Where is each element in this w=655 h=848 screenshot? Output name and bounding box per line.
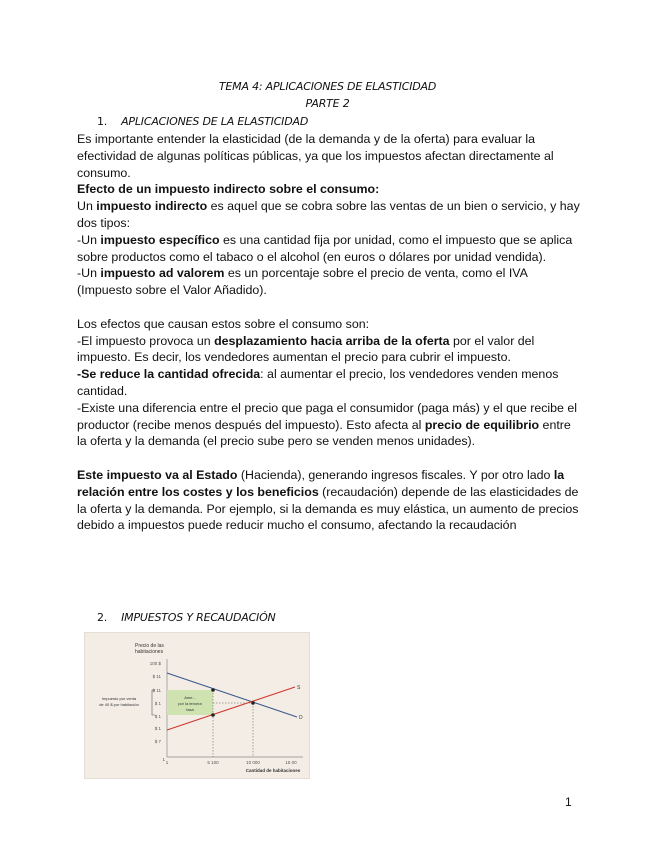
demand-label: D [299, 715, 303, 721]
effect-item-1 [77, 333, 581, 367]
y-axis-label-2: habitaciones [135, 649, 164, 655]
x-tick: 1 [165, 760, 169, 765]
bold-run: precio de equilibrio [424, 417, 540, 432]
text-run: es un porcentaje sobre el precio de venta, como el IVA (Impuesto sobre el Valor Añadido). [77, 266, 528, 298]
text-run: (recaudación) depende de las elasticidades de la oferta y la demanda. Por ejemplo, si la demanda es muy elástica, un aumento de precios debido a impuestos puede reducir mucho el consumo, afectando la recaudación [77, 484, 579, 533]
text-run: entre la oferta y la demanda (el precio sube pero se venden menos unidades). [77, 417, 571, 449]
section-number: 2. [97, 611, 108, 624]
bold-run: impuesto ad valorem [100, 266, 225, 281]
y-axis-label-1: Precio de las [135, 643, 164, 649]
section-number: 1. [97, 115, 108, 128]
y-tick: $ 11 [152, 688, 161, 693]
x-tick: 15 00 [285, 760, 297, 765]
section-heading-2 [97, 611, 276, 624]
page-number: 1 [565, 795, 572, 809]
document-body [77, 131, 581, 534]
text-run: -El impuesto provoca un [77, 333, 215, 348]
bold-run: Este impuesto va al Estado [77, 467, 238, 482]
bold-run: desplazamiento hacia arriba de la oferta [214, 333, 450, 348]
y-tick: $ 11 [152, 674, 161, 679]
consumer-price-point [211, 688, 215, 692]
text-run: : al aumentar el precio, los vendedores venden menos cantidad. [77, 367, 559, 398]
box-label-3: tasa [186, 707, 194, 712]
specific-tax-paragraph [77, 232, 581, 266]
section-heading-1 [97, 115, 308, 128]
x-axis-label: Cantidad de habitaciones [245, 768, 301, 773]
text-run: -Un [77, 232, 101, 247]
text-run: -Un [77, 266, 101, 281]
y-tick: $ 1 [154, 726, 161, 731]
text-run: por el valor del impuesto. Es decir, los vendedores aumentan el precio para cubrir el impuesto. [77, 333, 535, 365]
effect-heading-text: Efecto de un impuesto indirecto sobre el consumo: [77, 182, 380, 197]
bold-run: impuesto específico [100, 232, 220, 247]
text-run: es aquel que se cobra sobre las ventas de un bien o servicio, y hay dos tipos: [77, 199, 580, 230]
text-run: Un [77, 199, 97, 214]
effect-heading [77, 181, 581, 198]
indirect-tax-paragraph [77, 198, 581, 232]
tax-chart [85, 633, 309, 778]
bracket-label-2: de 40 $ por habitación [99, 702, 139, 707]
effects-intro: Los efectos que causan estos sobre el consumo son: [77, 316, 370, 331]
document-subtitle: PARTE 2 [305, 97, 350, 110]
section-title: APLICACIONES DE LA ELASTICIDAD [121, 115, 309, 128]
text-run: -Existe una diferencia entre el precio que paga el consumidor (paga más) y el que recibe el productor (recibe menos después del impuesto). Esto afecta al [77, 400, 578, 432]
box-label-2: por la tercera [178, 701, 202, 706]
text-run: es una cantidad fija por unidad, como el impuesto que se aplica sobre productos como el tabaco o el alcohol (en euros o dólares por unidad vendida). [77, 232, 573, 264]
equilibrium-point [251, 701, 255, 705]
bold-run: -Se reduce la cantidad ofrecida [77, 367, 261, 382]
x-tick: 10 000 [246, 760, 260, 765]
text-run: (Hacienda), generando ingresos fiscales. Y por otro lado [237, 467, 554, 482]
bold-run: la relación entre los costes y los beneficios [77, 467, 565, 499]
y-tick: $ 7 [154, 739, 161, 744]
effect-item-2 [77, 366, 581, 400]
tax-chart-figure [84, 632, 310, 779]
y-tick: 100 $ [149, 661, 161, 666]
y-tick: $ 1 [154, 701, 161, 706]
state-paragraph [77, 467, 581, 534]
effect-item-3 [77, 400, 581, 450]
box-label-1: Ame... [184, 695, 196, 700]
bracket-label-1: Impuesto por venta [101, 696, 137, 701]
intro-paragraph: Es importante entender la elasticidad (de la demanda y de la oferta) para evaluar la efectividad de algunas políticas públicas, ya que los impuestos afectan directamente al consumo. [77, 132, 554, 180]
producer-price-point [211, 713, 215, 717]
section-title: IMPUESTOS Y RECAUDACIÓN [121, 611, 276, 624]
bold-run: impuesto indirecto [96, 199, 208, 214]
x-tick: 5 100 [207, 760, 219, 765]
supply-label: S [297, 685, 301, 691]
y-tick: 1 [162, 757, 165, 762]
document-title: TEMA 4: APLICACIONES DE ELASTICIDAD [218, 80, 437, 93]
y-tick: $ 1 [154, 714, 161, 719]
advalorem-tax-paragraph [77, 265, 581, 299]
